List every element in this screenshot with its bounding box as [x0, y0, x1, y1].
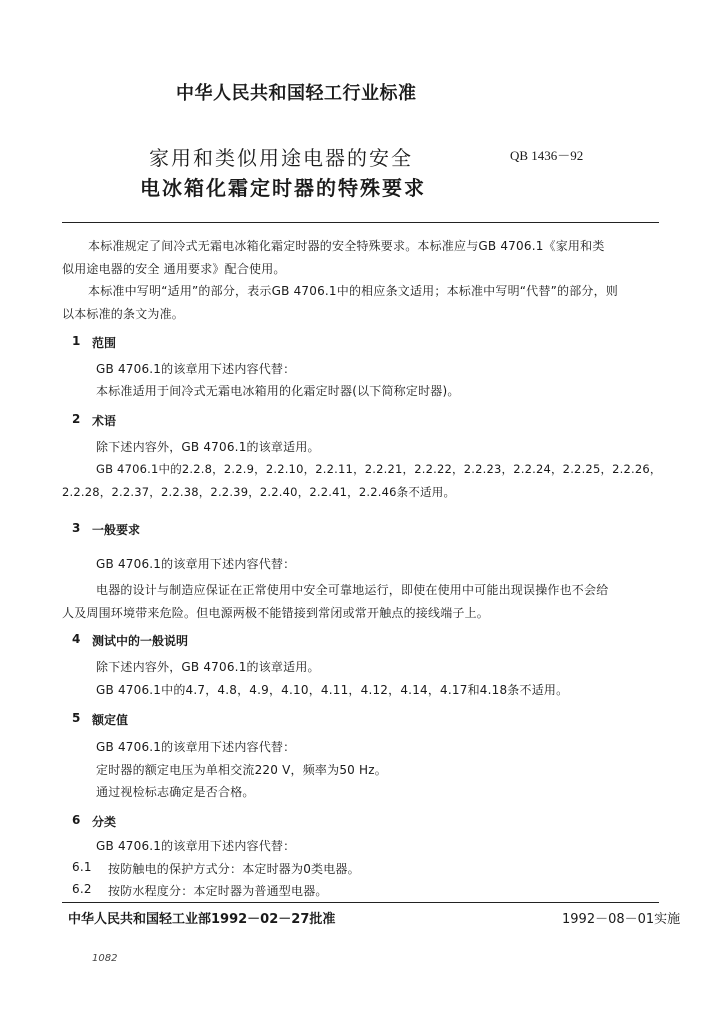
page-number: 1082 [92, 953, 118, 964]
clause-6-2-number: 6.2 [72, 882, 92, 896]
section-5-line2: 定时器的额定电压为单相交流220 V，频率为50 Hz。 [96, 763, 387, 777]
section-5-line3: 通过视检标志确定是否合格。 [96, 785, 255, 799]
section-4-number: 4 [72, 632, 81, 646]
section-3-number: 3 [72, 521, 81, 535]
section-4-title: 测试中的一般说明 [92, 634, 189, 648]
section-2-line1: 除下述内容外，GB 4706.1的该章适用。 [96, 440, 320, 454]
section-2-number: 2 [72, 412, 81, 426]
footer-rule [62, 902, 659, 903]
doc-title-line2: 电冰箱化霜定时器的特殊要求 [140, 176, 426, 200]
section-3-line1: GB 4706.1的该章用下述内容代替： [96, 557, 296, 571]
standard-number: QB 1436－92 [510, 148, 584, 163]
clause-6-1-text: 按防触电的保护方式分：本定时器为0类电器。 [108, 862, 360, 876]
section-6-title: 分类 [92, 815, 117, 829]
section-4-line1: 除下述内容外，GB 4706.1的该章适用。 [96, 660, 320, 674]
section-6-line1: GB 4706.1的该章用下述内容代替： [96, 839, 296, 853]
intro-p2-line2: 以本标准的条文为准。 [62, 307, 185, 321]
section-3-line3: 人及周围环境带来危险。但电源两极不能错接到常闭或常开触点的接线端子上。 [62, 606, 490, 620]
intro-p1-line2: 似用途电器的安全 通用要求》配合使用。 [62, 262, 286, 276]
section-2-title: 术语 [92, 414, 117, 428]
org-title: 中华人民共和国轻工行业标准 [176, 83, 417, 104]
section-5-line1: GB 4706.1的该章用下述内容代替： [96, 740, 296, 754]
clause-6-1-number: 6.1 [72, 860, 92, 874]
section-1-line1: GB 4706.1的该章用下述内容代替： [96, 362, 296, 376]
clause-6-2-text: 按防水程度分：本定时器为普通型电器。 [108, 884, 328, 898]
section-5-number: 5 [72, 711, 81, 725]
section-5-title: 额定值 [92, 713, 129, 727]
section-1-number: 1 [72, 334, 81, 348]
approval-line: 中华人民共和国轻工业部1992－02－27批准 [68, 912, 336, 927]
implementation-date: 1992－08－01实施 [562, 912, 681, 927]
section-1-line2: 本标准适用于间冷式无霜电冰箱用的化霜定时器(以下简称定时器)。 [96, 384, 460, 398]
section-3-line2: 电器的设计与制造应保证在正常使用中安全可靠地运行，即使在使用中可能出现误操作也不会给 [96, 583, 609, 597]
intro-p2-line1: 本标准中写明“适用”的部分，表示GB 4706.1中的相应条文适用；本标准中写明“代替”的部分，则 [88, 284, 619, 298]
section-6-number: 6 [72, 813, 81, 827]
doc-title-line1: 家用和类似用途电器的安全 [149, 146, 413, 170]
section-3-title: 一般要求 [92, 523, 141, 537]
header-rule [62, 222, 659, 223]
intro-p1-line1: 本标准规定了间冷式无霜电冰箱化霜定时器的安全特殊要求。本标准应与GB 4706.1《家用和类 [88, 239, 605, 253]
section-4-line2: GB 4706.1中的4.7，4.8，4.9，4.10，4.11，4.12，4.14，4.17和4.18条不适用。 [96, 683, 569, 697]
section-2-line3: 2.2.28，2.2.37，2.2.38，2.2.39，2.2.40，2.2.41，2.2.46条不适用。 [62, 485, 456, 499]
section-1-title: 范围 [92, 336, 117, 350]
section-2-line2: GB 4706.1中的2.2.8，2.2.9，2.2.10，2.2.11，2.2.21，2.2.22，2.2.23，2.2.24，2.2.25，2.2.26， [96, 462, 662, 476]
